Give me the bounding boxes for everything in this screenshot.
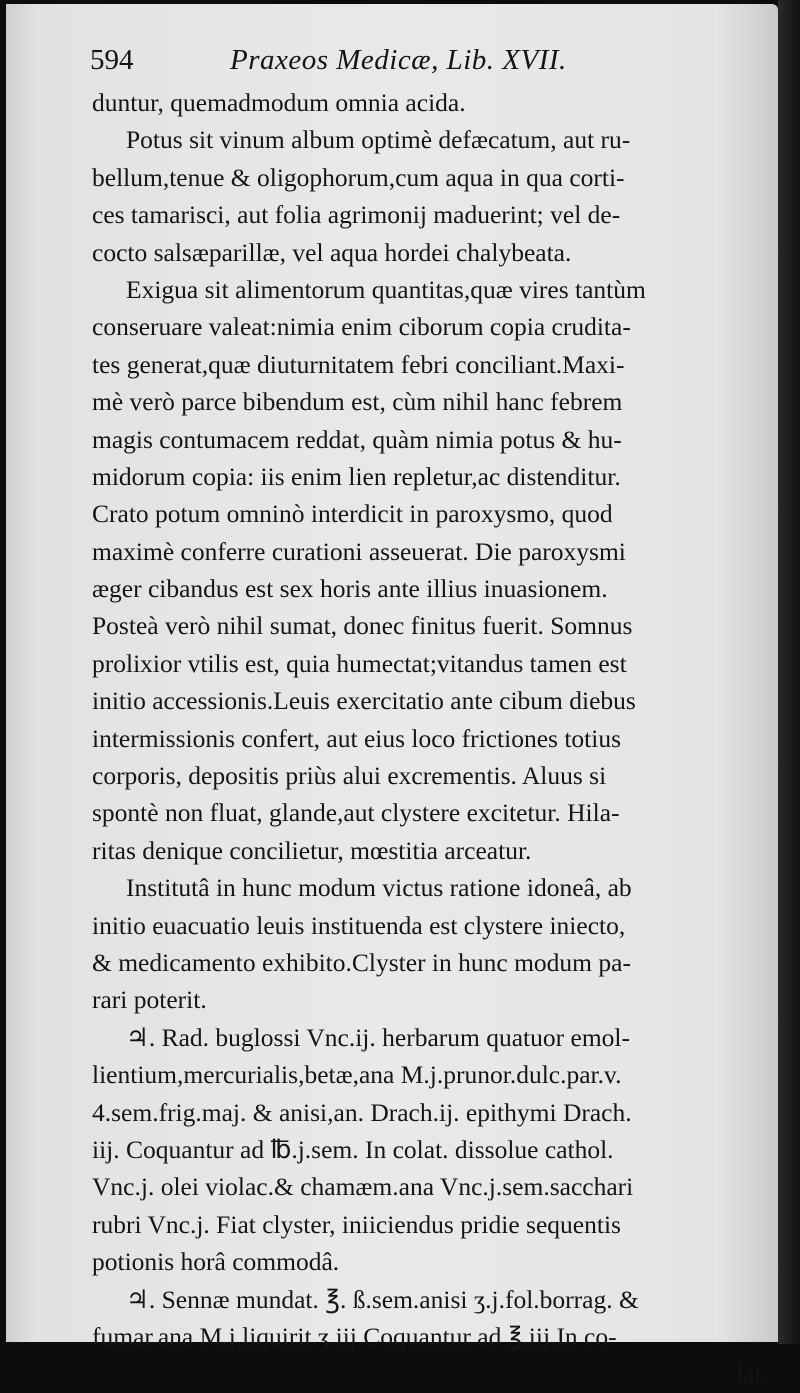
text-line: Potus sit vinum album optimè defæcatum, aut ru-	[126, 125, 631, 155]
text-line: bellum,tenue & oligophorum,cum aqua in qua corti-	[92, 162, 625, 192]
running-title: Praxeos Medicæ, Lib. XVII.	[230, 44, 567, 76]
text-line: ♃. Rad. buglossi Vnc.ij. herbarum quatuor emol-	[126, 1022, 630, 1052]
text-line: conseruare valeat:nimia enim ciborum copia crudita-	[92, 312, 631, 342]
page-number: 594	[90, 44, 134, 76]
text-line: Exigua sit alimentorum quantitas,quæ vires tantùm	[126, 274, 646, 304]
text-line: spontè non fluat, glande,aut clystere excitetur. Hila-	[92, 798, 620, 828]
text-line: corporis, depositis priùs alui excrementis. Aluus si	[92, 761, 607, 791]
text-line: prolixior vtilis est, quia humectat;vitandus tamen est	[92, 648, 627, 678]
text-line: 4.sem.frig.maj. & anisi,an. Drach.ij. epithymi Drach.	[92, 1097, 632, 1127]
text-line: fumar.ana M.j.liquirit.ʒ.iij.Coquantur ad ℥.iij.In co-	[92, 1321, 617, 1351]
text-line: rari poterit.	[92, 985, 207, 1015]
text-line: lientium,mercurialis,betæ,ana M.j.prunor.dulc.par.v.	[92, 1060, 622, 1090]
text-line: ces tamarisci, aut folia agrimonij maduerint; vel de-	[92, 200, 621, 230]
text-line: æger cibandus est sex horis ante illius inuasionem.	[92, 574, 608, 604]
book-page	[6, 4, 778, 1389]
text-line: initio accessionis.Leuis exercitatio ante cibum diebus	[92, 686, 636, 716]
text-line: intermissionis confert, aut eius loco frictiones totius	[92, 723, 622, 753]
text-line: rubri Vnc.j. Fiat clyster, iniiciendus pridie sequentis	[92, 1209, 621, 1239]
text-line: potionis horâ commodâ.	[92, 1247, 340, 1277]
text-line: iij. Coquantur ad ℔.j.sem. In colat. dissolue cathol.	[92, 1134, 614, 1164]
text-line: cocto salsæparillæ, vel aqua hordei chalybeata.	[92, 237, 572, 267]
text-line: Vnc.j. olei violac.& chamæm.ana Vnc.j.sem.sacchari	[92, 1172, 634, 1202]
text-line: tes generat,quæ diuturnitatem febri conciliant.Maxi-	[92, 349, 625, 379]
text-line: lat.	[736, 1359, 768, 1389]
text-line: midorum copia: iis enim lien repletur,ac distenditur.	[92, 461, 621, 491]
text-line: & medicamento exhibito.Clyster in hunc modum pa-	[92, 947, 631, 977]
text-line: ritas denique concilietur, mœstitia arceatur.	[92, 835, 532, 865]
text-line: magis contumacem reddat, quàm nimia potus & hu-	[92, 424, 622, 454]
text-line: initio euacuatio leuis instituenda est clystere iniecto,	[92, 910, 626, 940]
text-line: duntur, quemadmodum omnia acida.	[92, 88, 466, 117]
text-line: Crato potum omninò interdicit in paroxysmo, quod	[92, 499, 613, 529]
book-edge	[778, 0, 800, 1344]
text-line: ♃. Sennæ mundat. ℥. ß.sem.anisi ʒ.j.fol.borrag. &	[126, 1284, 639, 1314]
text-line: maximè conferre curationi asseuerat. Die paroxysmi	[92, 536, 626, 566]
text-line: Institutâ in hunc modum victus ratione idoneâ, ab	[126, 873, 632, 903]
text-line: Posteà verò nihil sumat, donec finitus fuerit. Somnus	[92, 611, 633, 641]
text-line: mè verò parce bibendum est, cùm nihil hanc febrem	[92, 387, 623, 417]
body-text	[92, 84, 776, 1393]
